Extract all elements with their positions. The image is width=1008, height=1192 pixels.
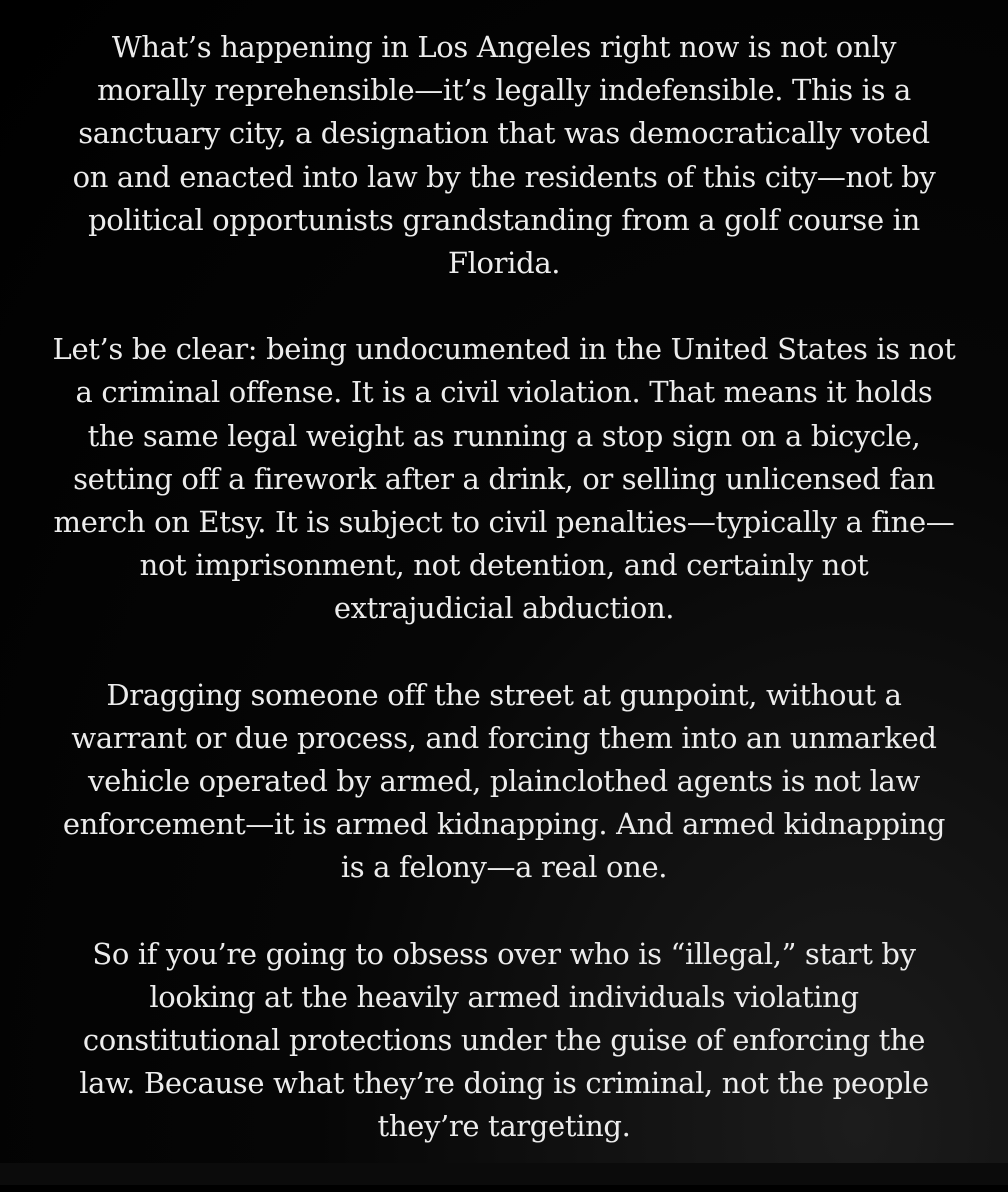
text-line: political opportunists grandstanding from a golf course in (88, 202, 920, 237)
text-line: not imprisonment, not detention, and certainly not (139, 548, 869, 583)
text-line: setting off a firework after a drink, or selling unlicensed fan (73, 461, 935, 496)
text-line: So if you’re going to obsess over who is “illegal,” start by (92, 936, 916, 971)
paragraph-2 (18, 328, 990, 630)
text-line: Dragging someone off the street at gunpoint, without a (106, 677, 902, 712)
text-line: Florida. (447, 246, 561, 281)
text-line: sanctuary city, a designation that was democratically voted (78, 116, 930, 151)
bottom-divider (0, 1163, 1008, 1185)
statement-text (18, 26, 990, 1192)
text-line: they’re targeting. (377, 1109, 631, 1144)
paragraph-4 (18, 933, 990, 1149)
paragraph-3 (18, 674, 990, 890)
text-line: law. Because what they’re doing is criminal, not the people (79, 1066, 929, 1101)
text-line: What’s happening in Los Angeles right now is not only (111, 30, 897, 64)
text-line: warrant or due process, and forcing them into an unmarked (71, 720, 937, 755)
paragraph-1 (18, 26, 990, 285)
text-line: looking at the heavily armed individuals violating (149, 979, 859, 1014)
text-line: is a felony—a real one. (340, 850, 668, 885)
text-line: Let’s be clear: being undocumented in the United States is not (52, 332, 956, 367)
text-line: enforcement—it is armed kidnapping. And armed kidnapping (62, 807, 946, 842)
text-line: constitutional protections under the guise of enforcing the (82, 1023, 926, 1058)
text-line: the same legal weight as running a stop sign on a bicycle, (87, 418, 921, 453)
text-line: merch on Etsy. It is subject to civil penalties—typically a fine— (53, 505, 955, 540)
text-line: on and enacted into law by the residents of this city—not by (72, 159, 936, 194)
text-line: vehicle operated by armed, plainclothed agents is not law (88, 764, 920, 799)
text-line: morally reprehensible—it’s legally indefensible. This is a (97, 73, 911, 108)
text-line: a criminal offense. It is a civil violation. That means it holds (75, 375, 933, 410)
text-line: extrajudicial abduction. (333, 591, 675, 626)
